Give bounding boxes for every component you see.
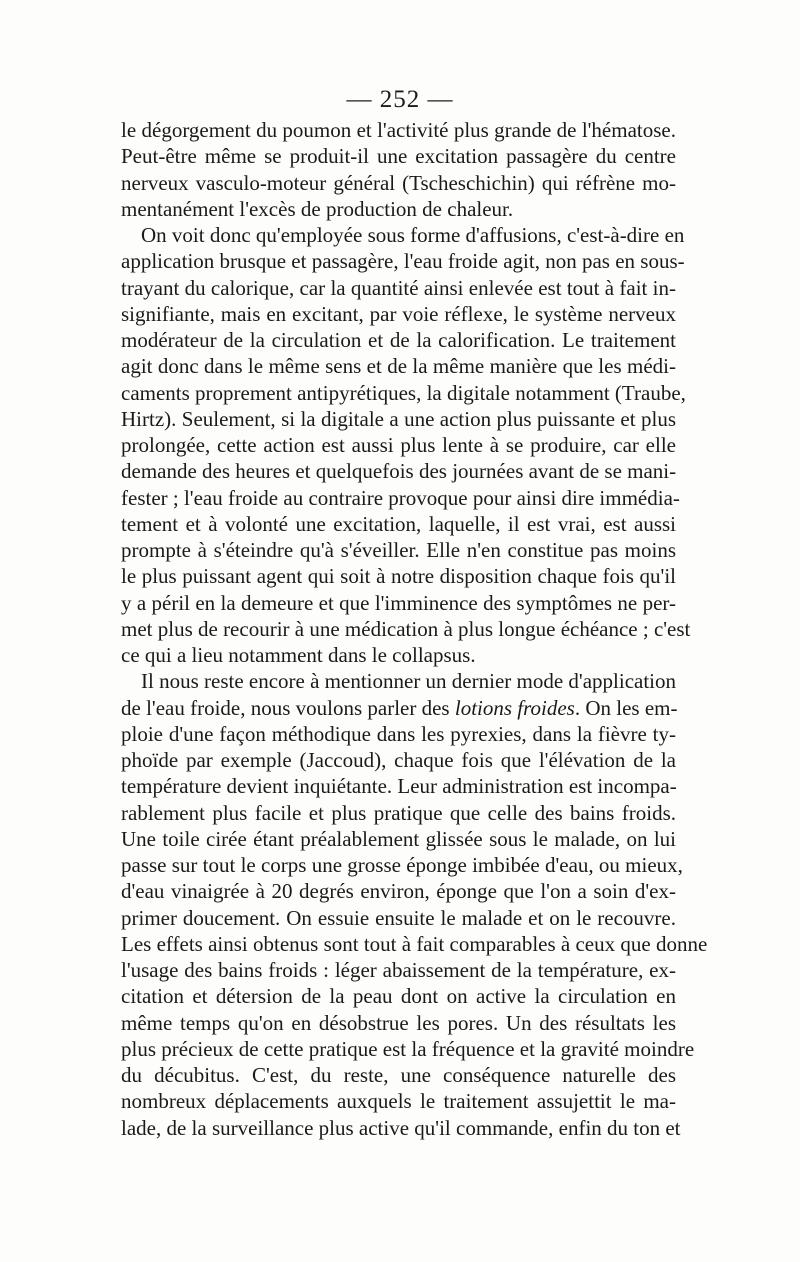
text-line: rablement plus facile et plus pratique que celle des bains froids. [121,800,676,825]
text-line: d'eau vinaigrée à 20 degrés environ, éponge que l'on a soin d'ex- [121,879,676,904]
text-line: Une toile cirée étant préalablement glissée sous le malade, on lui [121,826,676,851]
text-line: prolongée, cette action est aussi plus lente à se produire, car elle [121,433,676,457]
page-number: — 252 — [346,86,454,113]
text-line: nerveux vasculo-moteur général (Tscheschichin) qui réfrène mo- [121,170,676,195]
text-line: l'usage des bains froids : léger abaissement de la température, ex- [121,958,676,982]
text-line: modérateur de la circulation et de la calorification. Le traitement [121,328,676,352]
text-line: caments proprement antipyrétiques, la digitale notamment (Traube, [121,380,686,405]
text-line: passe sur tout le corps une grosse éponge imbibée d'eau, ou mieux, [121,853,683,877]
text-line: même temps qu'on en désobstrue les pores. Un des résultats les [121,1010,676,1035]
text-line: primer doucement. On essuie ensuite le malade et on le recouvre. [121,905,676,930]
text-line: Hirtz). Seulement, si la digitale a une action plus puissante et plus [121,406,676,431]
text-line: plus précieux de cette pratique est la fréquence et la gravité moindre [121,1036,695,1061]
text-line: ploie d'une façon méthodique dans les pyrexies, dans la fièvre ty- [121,721,676,746]
body-text [121,117,708,1141]
text-line: le plus puissant agent qui soit à notre disposition chaque fois qu'il [121,564,676,589]
text-line: tement et à volonté une excitation, laquelle, il est vrai, est aussi [121,511,676,536]
text-line: citation et détersion de la peau dont on active la circulation en [121,984,676,1009]
text-line: lade, de la surveillance plus active qu'il commande, enfin du ton et [121,1115,681,1140]
text-line: agit donc dans le même sens et de la même manière que les médi- [121,354,676,379]
text-line: demande des heures et quelquefois des journées avant de se mani- [121,459,677,484]
text-segment: . On les em- [574,695,678,720]
paragraph-start-line: Il nous reste encore à mentionner un dernier mode d'application [141,669,677,694]
text-line: ce qui a lieu notamment dans le collapsus. [121,643,476,667]
text-line: phoïde par exemple (Jaccoud), chaque fois que l'élévation de la [121,748,676,772]
text-line: nombreux déplacements auxquels le traitement assujettit le ma- [121,1089,676,1114]
text-line: du décubitus. C'est, du reste, une conséquence naturelle des [121,1063,676,1087]
text-line: trayant du calorique, car la quantité ainsi enlevée est tout à fait in- [121,275,676,300]
text-line: mentanément l'excès de production de chaleur. [121,196,514,221]
text-line: met plus de recourir à une médication à plus longue échéance ; c'est [121,616,691,641]
text-line: fester ; l'eau froide au contraire provoque pour ainsi dire immédia- [121,485,680,510]
text-line: le dégorgement du poumon et l'activité plus grande de l'hématose. [121,118,676,142]
italic-term: lotions froides [454,695,575,720]
text-line: prompte à s'éteindre qu'à s'éveiller. Elle n'en constitue pas moins [121,538,676,562]
paragraph-start-line: On voit donc qu'employée sous forme d'affusions, c'est-à-dire en [141,223,685,247]
text-line: Peut-être même se produit-il une excitation passagère du centre [121,144,676,169]
text-line-with-italic [121,695,676,721]
text-line: y a péril en la demeure et que l'imminence des symptômes ne per- [121,590,676,615]
text-line: signifiante, mais en excitant, par voie réflexe, le système nerveux [121,301,676,326]
text-segment: de l'eau froide, nous voulons parler des [121,695,450,720]
text-line: température devient inquiétante. Leur administration est incompa- [121,774,677,799]
text-line: application brusque et passagère, l'eau froide agit, non pas en sous- [121,249,685,274]
text-line: Les effets ainsi obtenus sont tout à fait comparables à ceux que donne [121,931,708,956]
